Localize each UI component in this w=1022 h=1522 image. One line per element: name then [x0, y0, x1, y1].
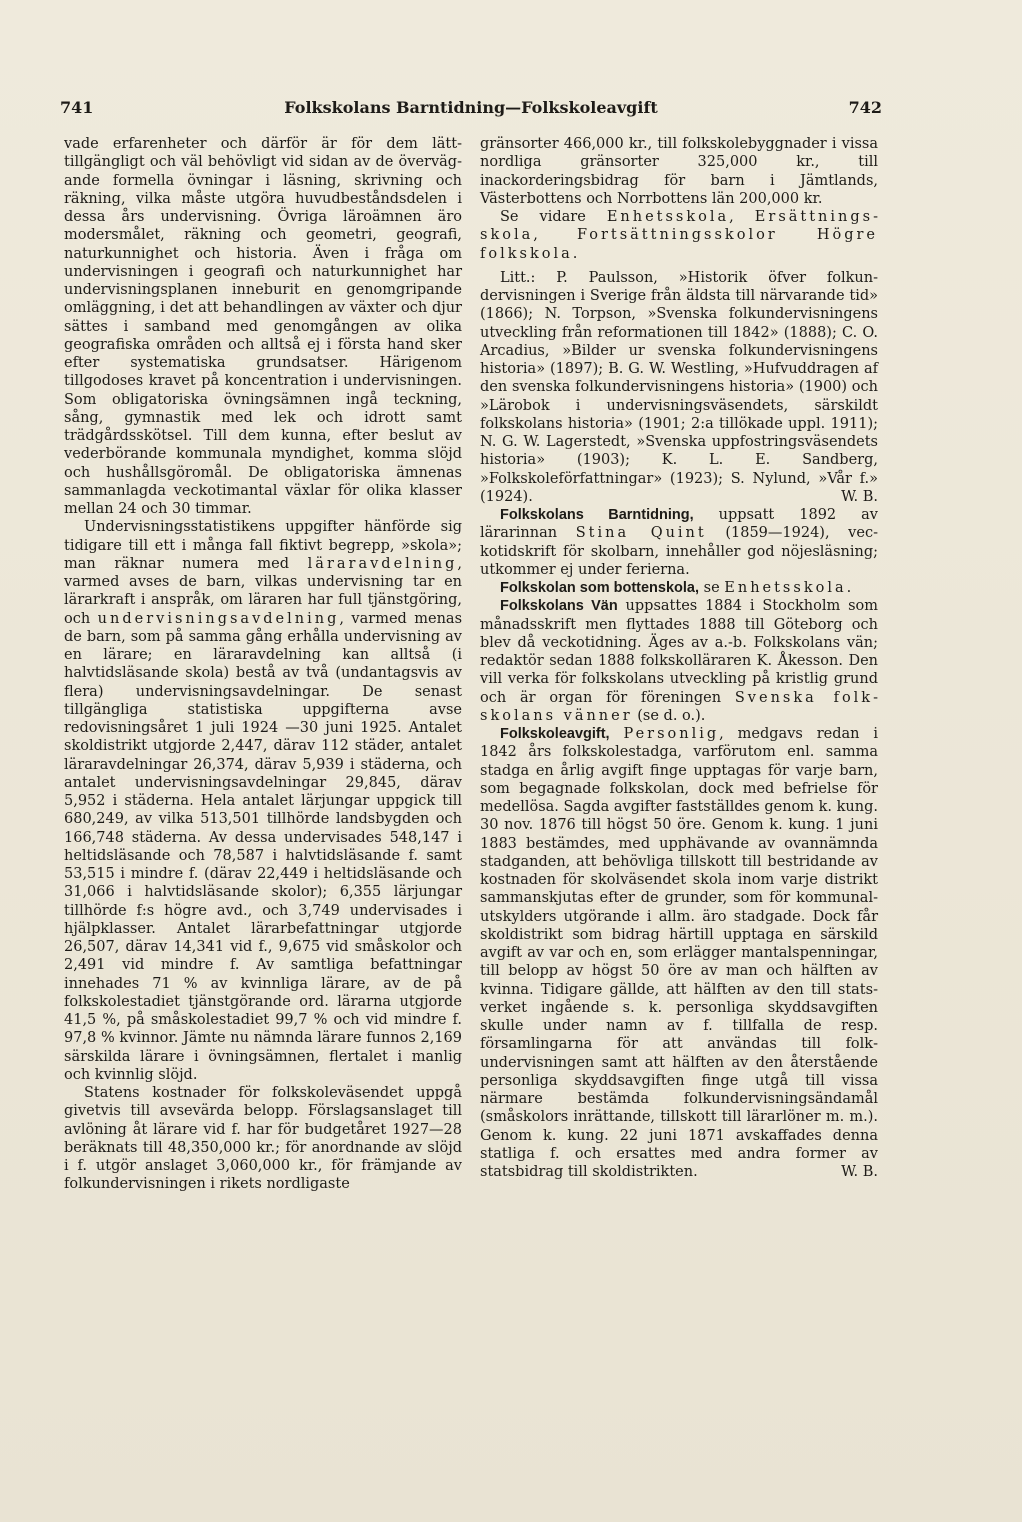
ref-enhetsskola-2: Enhetsskola — [724, 580, 847, 596]
page-number-left: 741 — [60, 98, 94, 117]
subterm-personlig: Personlig — [623, 726, 720, 742]
barntidning-text-1: uppsatt 1892 av lärarinnan — [480, 507, 878, 542]
paragraph-costs-cont: gränsorter 466,000 kr., till folkskolebyggnader i vissa nordliga gränsorter 325,000 kr., till inackorderingsbidrag för barn i Jämtlands, Västerbottens och Norrbottens län 200,000 kr. — [480, 136, 878, 207]
term-undervisningsavdelning: undervisningsavdelning — [97, 610, 340, 627]
entry-term-bottenskola: Folkskolan som bottenskola, — [500, 580, 700, 596]
paragraph-literature — [480, 269, 878, 506]
name-stina-quint: Stina Quint — [575, 525, 707, 542]
statistics-text-2: , varmed avses de barn, vilkas undervisning tar en lärarkraft i anspråk, om läraren har full tjänstgöring, och — [64, 555, 462, 627]
literature-signature: W. B. — [841, 488, 878, 505]
page-number-right: 742 — [848, 98, 882, 117]
running-title: Folkskolans Barntidning—Folkskoleavgift — [284, 98, 658, 117]
folkskolans-van-text-1: uppsattes 1884 i Stockholm som månadsskrift men flyttades 1888 till Göteborg och blev då veckotidning. Äges av a.-b. Folkskolans vän; redaktör sedan 1888 folkskolläraren K. Åkesson. Den vill verka för folkskolans utveckling på kristlig grund och är organ för föreningen — [480, 598, 878, 706]
paragraph-costs: Statens kostnader för folkskoleväsendet uppgå givetvis till avsevärda belopp. Förslagsanslaget till avlöning åt lärare vid f. har för budgetåret 1927—28 beräknats till 48,350,000 kr.; för anordnande av slöjd i f. utgör anslaget 3,060,000 kr., för främjande av folkundervisningen i rikets nordligaste — [64, 1085, 462, 1193]
ref-hogre-folkskola: Högre folkskola — [480, 227, 879, 262]
entry-folkskolans-van — [480, 597, 878, 725]
page-header — [60, 98, 882, 122]
term-lararavdelning: läraravdelning — [307, 555, 458, 572]
left-column — [64, 135, 462, 1194]
paragraph-curriculum: vade erfarenheter och därför är för dem lätt-tillgängligt och väl behövligt vid sidan av de övervägande formella övningar i läsning, skrivning och räkning, vilka måste utgöra huvudbeståndsdelen i dessa års undervisning. Övriga läroämnen äro modersmålet, räkning och geometri, geografi, naturkunnighet och historia. Även i fråga om undervisningen i geografi och naturkunnighet har undervisningsplanen inneburit en genomgripande omläggning, i det att behandlingen av växter och djur sättes i samband med genomgången av olika geografiska områden och alltså ej i första hand sker efter systematiska grundsatser. Härigenom tillgodoses kravet på koncentration i undervisningen. Som obligatoriska övningsämnen ingå teckning, sång, gymnastik med lek och idrott samt trädgårdsskötsel. Till dem kunna, efter beslut av vederbörande kommunala myndighet, komma slöjd och hushållsgöromål. De obligatoriska ämnenas sammanlagda veckotimantal växlar för olika klasser mellan 24 och 30 timmar. — [64, 136, 462, 517]
see-also-prefix: Se vidare — [500, 209, 586, 225]
ref-fortsattningsskolor: Fortsättningsskolor — [576, 227, 778, 244]
entry-term-folkskoleavgift: Folkskoleavgift, — [500, 726, 610, 742]
ref-svenska-folkskolans-vanner: Svenska folkskolans vänner — [480, 689, 879, 724]
barntidning-text-2: (1859—1924), veckotidskrift för skolbarn, innehåller god nöjesläsning; utkommer ej under ferierna. — [480, 525, 878, 578]
entry-term-barntidning: Folkskolans Barntidning, — [500, 507, 694, 523]
ref-ersattningsskola: Ersättningsskola — [480, 209, 878, 244]
literature-text: Litt.: P. Paulsson, »Historik öfver folkundervisningen i Sverige från äldsta till närvarande tid» (1866); N. Torpson, »Svenska folkundervisningens utveckling från reformationen till 1842» (1888); C. O. Arcadius, »Bilder ur svenska folkundervisningens historia» (1897); B. G. W. Westling, »Hufvuddragen af den svenska folkundervisningens historia» (1900) och »Lärobok i undervisningsväsendets, särskildt folkskolans historia» (1901; 2:a tillökade uppl. 1911); N. G. W. Lagerstedt, »Svenska uppfostringsväsendets historia» (1903); K. L. E. Sandberg, »Folkskoleförfattningar» (1923); S. Nylund, »Vår f.» (1924). — [480, 269, 878, 505]
entry-term-folkskolans-van: Folkskolans Vän — [500, 598, 618, 615]
statistics-text-3: , varmed menas de barn, som på samma gång erhålla undervisning av en lärare; en läraravdelning kan alltså (i halvtidsläsande skola) bestå av två (undantagsvis av flera) undervisningsavdelningar. De senast tillgängliga statistiska uppgifterna avse redovisningsåret 1 juli 1924 —30 juni 1925. Antalet skoldistrikt utgjorde 2,447, därav 112 städer, antalet läraravdelningar 26,374, därav 5,939 i städerna, och antalet undervisningsavdelningar 29,845, därav 5,952 i städerna. Hela antalet lärjungar uppgick till 680,249, av vilka 513,501 tillhörde landsbygden och 166,748 städerna. Av dessa undervisades 548,147 i heltidsläsande och 78,587 i halvtidsläsande f. samt 53,515 i mindre f. (därav 22,449 i heltidsläsande och 31,066 i halvtidsläsande skolor); 6,355 lärjungar tillhörde f:s högre avd., och 3,749 undervisades i hjälpklasser. Antalet lärarbefattningar utgjorde 26,507, därav 14,341 vid f., 9,675 vid småskolor och 2,491 vid mindre f. Av samtliga befattningar innehades 71 % av kvinnliga lärare, av de på folkskolestadiet tjänstgörande ord. lärarna utgjorde 41,5 %, på småskolestadiet 99,7 % och vid mindre f. 97,8 % kvinnor. Jämte nu nämnda lärare funnos 2,169 särskilda lärare i övningsämnen, flertalet i manlig och kvinnlig slöjd. — [64, 610, 463, 1083]
paragraph-statistics — [64, 518, 462, 1084]
folkskoleavgift-text: , medgavs redan i 1842 års folkskolestadga, varförutom enl. samma stadga en årlig avgift finge upptagas för varje barn, som begagnade folkskolan, dock med befrielse för medellösa. Sagda avgifter fastställdes genom k. kung. 30 nov. 1876 till högst 50 öre. Genom k. kung. 1 juni 1883 bestämdes, med upphävande av ovannämnda stadganden, att behövliga tillskott till bestridande av kostnaden för skolväsendet skola inom varje distrikt sammanskjutas efter de grunder, som för kommunalutskylders utgörande i allm. äro stadgade. Dock får skoldistrikt som bidrag härtill upptaga en särskild avgift av var och en, som erlägger mantalspenningar, till belopp av högst 50 öre av man och hälften av kvinna. Tidigare gällde, att hälften av den till statsverket ingående s. k. personliga skyddsavgiften skulle under namn av f. tillfalla de resp. församlingarna för att användas till folkundervisningen samt att hälften av den återstående personliga skyddsavgiften finge utgå till vissa närmare bestämda folkundervisningsändamål (småskolors inrättande, tillskott till lärarlöner m. m.). Genom k. kung. 22 juni 1871 avskaffades denna statliga f. och ersattes med andra former av statsbidrag till skoldistrikten. — [480, 726, 879, 1180]
right-column — [480, 135, 878, 1181]
folkskolans-van-text-2: (se d. o.). — [632, 707, 706, 724]
paragraph-see-also: Se vidare Enhetsskola, Ersättningsskola, Fortsättningsskolor Högre folkskola. — [480, 209, 879, 262]
folkskoleavgift-signature: W. B. — [841, 1164, 878, 1180]
statistics-text-1: Undervisningsstatistikens uppgifter hänförde sig tidigare till ett i många fall fiktivt begrepp, »skola»; man räknar numera med — [64, 519, 462, 572]
entry-folkskoleavgift — [480, 725, 878, 1181]
entry-folkskolans-barntidning — [480, 506, 878, 579]
ref-enhetsskola: Enhetsskola — [606, 209, 730, 225]
entry-folkskolan-som-bottenskola: Folkskolan som bottenskola, se Enhetsskola. — [500, 580, 852, 596]
bottenskola-text: se — [699, 580, 725, 596]
